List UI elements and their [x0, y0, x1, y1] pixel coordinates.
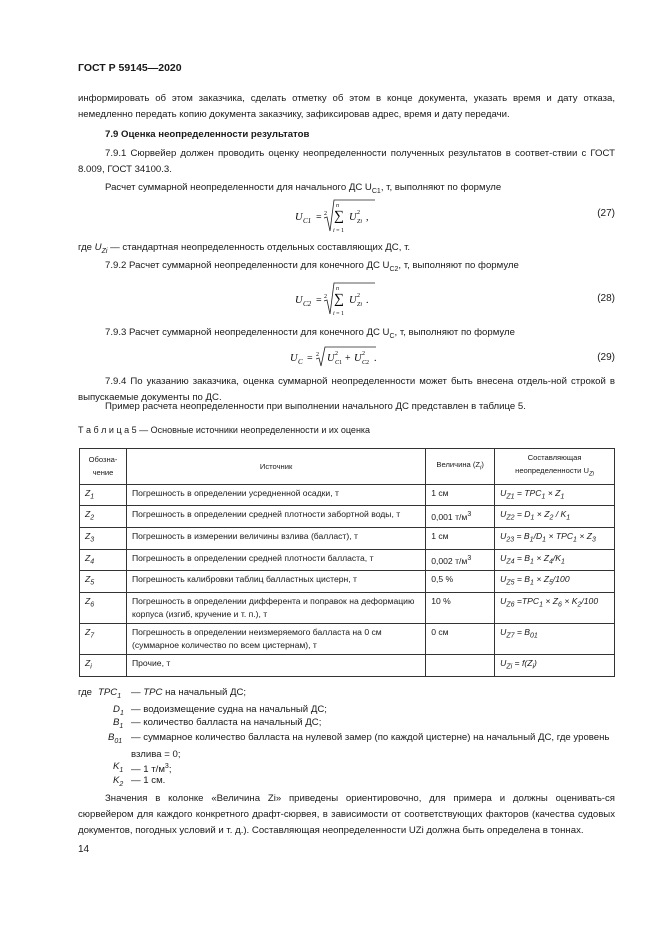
page-number: 14	[78, 844, 90, 855]
svg-text:,: ,	[366, 212, 369, 223]
paragraph-intro: информировать об этом заказчика, сделать отметку об этом в конце документа, указать время и дату отказа, немедленно передать копию документа заказчику, зафиксировав адрес, время и дату передачи.	[78, 93, 615, 120]
svg-text:U: U	[327, 353, 335, 364]
svg-text:C2: C2	[303, 300, 312, 308]
table-row	[80, 549, 615, 571]
paragraph-7-9-1-formula-intro: Расчет суммарной неопределенности для начального ДС $U_{C1}$, т, выполняют по формуле	[105, 182, 502, 195]
svg-text:U: U	[349, 295, 357, 306]
cell-designation: $Z_2$	[80, 506, 127, 528]
svg-text:U: U	[349, 212, 357, 223]
svg-text:C1: C1	[335, 360, 343, 366]
legend-symbol: $K_1$	[113, 761, 124, 774]
cell-designation: $Z_1$	[80, 484, 127, 506]
legend-symbol: $K_2$	[113, 775, 124, 788]
legend-text: — водоизмещение судна на начальный ДС;	[131, 704, 327, 715]
svg-text:2: 2	[335, 351, 338, 357]
cell-uncertainty: $U_{Z6} =TPC_1 \times Z_6 \times K_2/100$	[495, 593, 615, 624]
table-header-row	[80, 449, 615, 485]
formula-28	[295, 281, 395, 321]
legend-text: — суммарное количество балласта на нулевой замер (по каждой цистерне) на начальный ДС, где уровень взлива = 0;	[131, 732, 610, 760]
cell-uncertainty: $U_{Z2} = D_1 \times Z_2 / K_1$	[495, 506, 615, 528]
cell-designation: $Z_7$	[80, 624, 127, 655]
cell-source: Прочие, т	[126, 655, 425, 677]
cell-uncertainty: $U_{Z5} = B_1 \times Z_5/100$	[495, 571, 615, 593]
table-row	[80, 571, 615, 593]
table-header-value: Величина $(Z_i)$	[426, 449, 495, 485]
table-row	[80, 506, 615, 528]
cell-value: 0,002 $т/м^3$	[426, 549, 495, 571]
svg-text:n: n	[336, 203, 339, 209]
cell-value: 10 %	[426, 593, 495, 624]
svg-text:C: C	[298, 358, 303, 366]
formula-29	[290, 344, 400, 370]
table-caption-text: 5 — Основные источники неопределенности и их оценка	[131, 425, 371, 435]
cell-source: Погрешность калибровки таблиц балластных цистерн, т	[126, 571, 425, 593]
equation-number-29: (29)	[597, 352, 615, 363]
equation-number-28: (28)	[597, 293, 615, 304]
svg-text:2: 2	[357, 210, 360, 216]
table-header-uncertainty: Составляющая неопределенности $U_{Zi}$	[495, 449, 615, 485]
svg-text:Zi: Zi	[357, 219, 363, 225]
paragraph-7-9-2: 7.9.2 Расчет суммарной неопределенности для конечного ДС $U_{C2}$, т, выполняют по формуле	[105, 260, 519, 273]
paragraph-final: Значения в колонке «Величина Zi» приведены ориентировочно, для примера и должны оценивать-ся сюрвейером для каждого конкретного драфт-сюрвея, в зависимости от соответствующих факторов (качества судовых документов, погодных условий и т. д.). Составляющая неопределенности UZi должна быть определена в тоннах.	[78, 793, 615, 836]
cell-source: Погрешность в определении усредненной осадки, т	[126, 484, 425, 506]
table-row	[80, 484, 615, 506]
table-row	[80, 655, 615, 677]
legend-text: — количество балласта на начальный ДС;	[131, 717, 322, 728]
legend-text: — TPC на начальный ДС;	[131, 687, 247, 698]
cell-source: Погрешность в определении средней плотности балласта, т	[126, 549, 425, 571]
legend-symbol: $TPC_1$	[98, 687, 122, 700]
svg-text:C2: C2	[362, 360, 370, 366]
svg-text:=: =	[307, 353, 313, 364]
svg-text:∑: ∑	[334, 292, 344, 307]
cell-uncertainty: $U_{Z7} = B_{01}$	[495, 624, 615, 655]
cell-designation: $Z_4$	[80, 549, 127, 571]
svg-text:=: =	[316, 212, 322, 223]
svg-text:2: 2	[362, 351, 365, 357]
svg-text:U: U	[295, 212, 303, 223]
legend-symbol: $D_1$	[113, 704, 124, 717]
svg-text:U: U	[295, 295, 303, 306]
table-caption-label: Т а б л и ц а	[78, 425, 130, 435]
uncertainty-table	[79, 448, 615, 677]
table-header-source: Источник	[126, 449, 425, 485]
cell-uncertainty: $U_{23} = B_1/D_1 \times TPC_1 \times Z_3$	[495, 527, 615, 549]
document-header: ГОСТ Р 59145—2020	[78, 62, 182, 74]
cell-source: Погрешность в определении неизмеряемого балласта на 0 см (суммарное количество по всем цистернам), т	[126, 624, 425, 655]
legend-text: — 1 см.	[131, 775, 166, 786]
paragraph-7-9-3: 7.9.3 Расчет суммарной неопределенности для конечного ДС $U_C$, т, выполняют по формуле	[105, 327, 515, 340]
table-row	[80, 527, 615, 549]
svg-text:∑: ∑	[334, 209, 344, 224]
paragraph-7-9-4: 7.9.4 По указанию заказчика, оценка суммарной неопределенности может быть внесена отдель-ной строкой в выпускаемые документы по ДС.	[78, 376, 615, 403]
formula-27	[295, 198, 395, 238]
legend-symbol: $B_{01}$	[108, 732, 123, 745]
table-row	[80, 593, 615, 624]
svg-text:2: 2	[324, 294, 327, 300]
paragraph-example: Пример расчета неопределенности при выполнении начального ДС представлен в таблице 5.	[105, 401, 526, 412]
legend-where: где	[78, 687, 93, 698]
svg-text:U: U	[354, 353, 362, 364]
legend-text: — 1 $т/м^3$;	[131, 763, 172, 776]
cell-value: 0 см	[426, 624, 495, 655]
cell-source: Погрешность в измерении величины взлива (балласт), т	[126, 527, 425, 549]
section-title: 7.9 Оценка неопределенности результатов	[105, 129, 310, 140]
svg-text:i = 1: i = 1	[333, 311, 345, 317]
svg-text:.: .	[374, 353, 377, 364]
cell-value: 1 см	[426, 527, 495, 549]
table-caption	[78, 425, 370, 435]
equation-number-27: (27)	[597, 208, 615, 219]
cell-uncertainty: $U_{Z4} = B_1 \times Z_4/K_1$	[495, 549, 615, 571]
cell-source: Погрешность в определении средней плотности забортной воды, т	[126, 506, 425, 528]
cell-uncertainty: $U_{Z1} = TPC_1 \times Z_1$	[495, 484, 615, 506]
svg-text:i = 1: i = 1	[333, 228, 345, 234]
cell-designation: $Z_i$	[80, 655, 127, 677]
cell-uncertainty: $U_{Zi} = f(Z_i)$	[495, 655, 615, 677]
cell-value	[426, 655, 495, 677]
svg-text:2: 2	[316, 352, 319, 358]
cell-designation: $Z_5$	[80, 571, 127, 593]
svg-text:=: =	[316, 295, 322, 306]
legend-symbol: $B_1$	[113, 717, 124, 730]
where-27: где $U_{Zi}$ — стандартная неопределенность отдельных составляющих ДС, т.	[78, 242, 411, 255]
cell-value: 0,5 %	[426, 571, 495, 593]
paragraph-7-9-1: 7.9.1 Сюрвейер должен проводить оценку неопределенности полученных результатов в соответ-ствии с ГОСТ 8.009, ГОСТ 34100.3.	[78, 148, 615, 175]
table-header-designation: Обозна-чение	[80, 449, 127, 485]
svg-text:.: .	[366, 295, 369, 306]
cell-source: Погрешность в определении дифферента и поправок на деформацию корпуса (изгиб, кручение и т. п.), т	[126, 593, 425, 624]
cell-value: 1 см	[426, 484, 495, 506]
svg-text:2: 2	[324, 211, 327, 217]
svg-text:n: n	[336, 286, 339, 292]
cell-value: 0,001 $т/м^3$	[426, 506, 495, 528]
svg-text:U: U	[290, 353, 298, 364]
svg-text:+: +	[345, 353, 351, 364]
svg-text:Zi: Zi	[357, 302, 363, 308]
svg-text:C1: C1	[303, 217, 312, 225]
table-row	[80, 624, 615, 655]
cell-designation: $Z_3$	[80, 527, 127, 549]
cell-designation: $Z_6$	[80, 593, 127, 624]
svg-text:2: 2	[357, 293, 360, 299]
